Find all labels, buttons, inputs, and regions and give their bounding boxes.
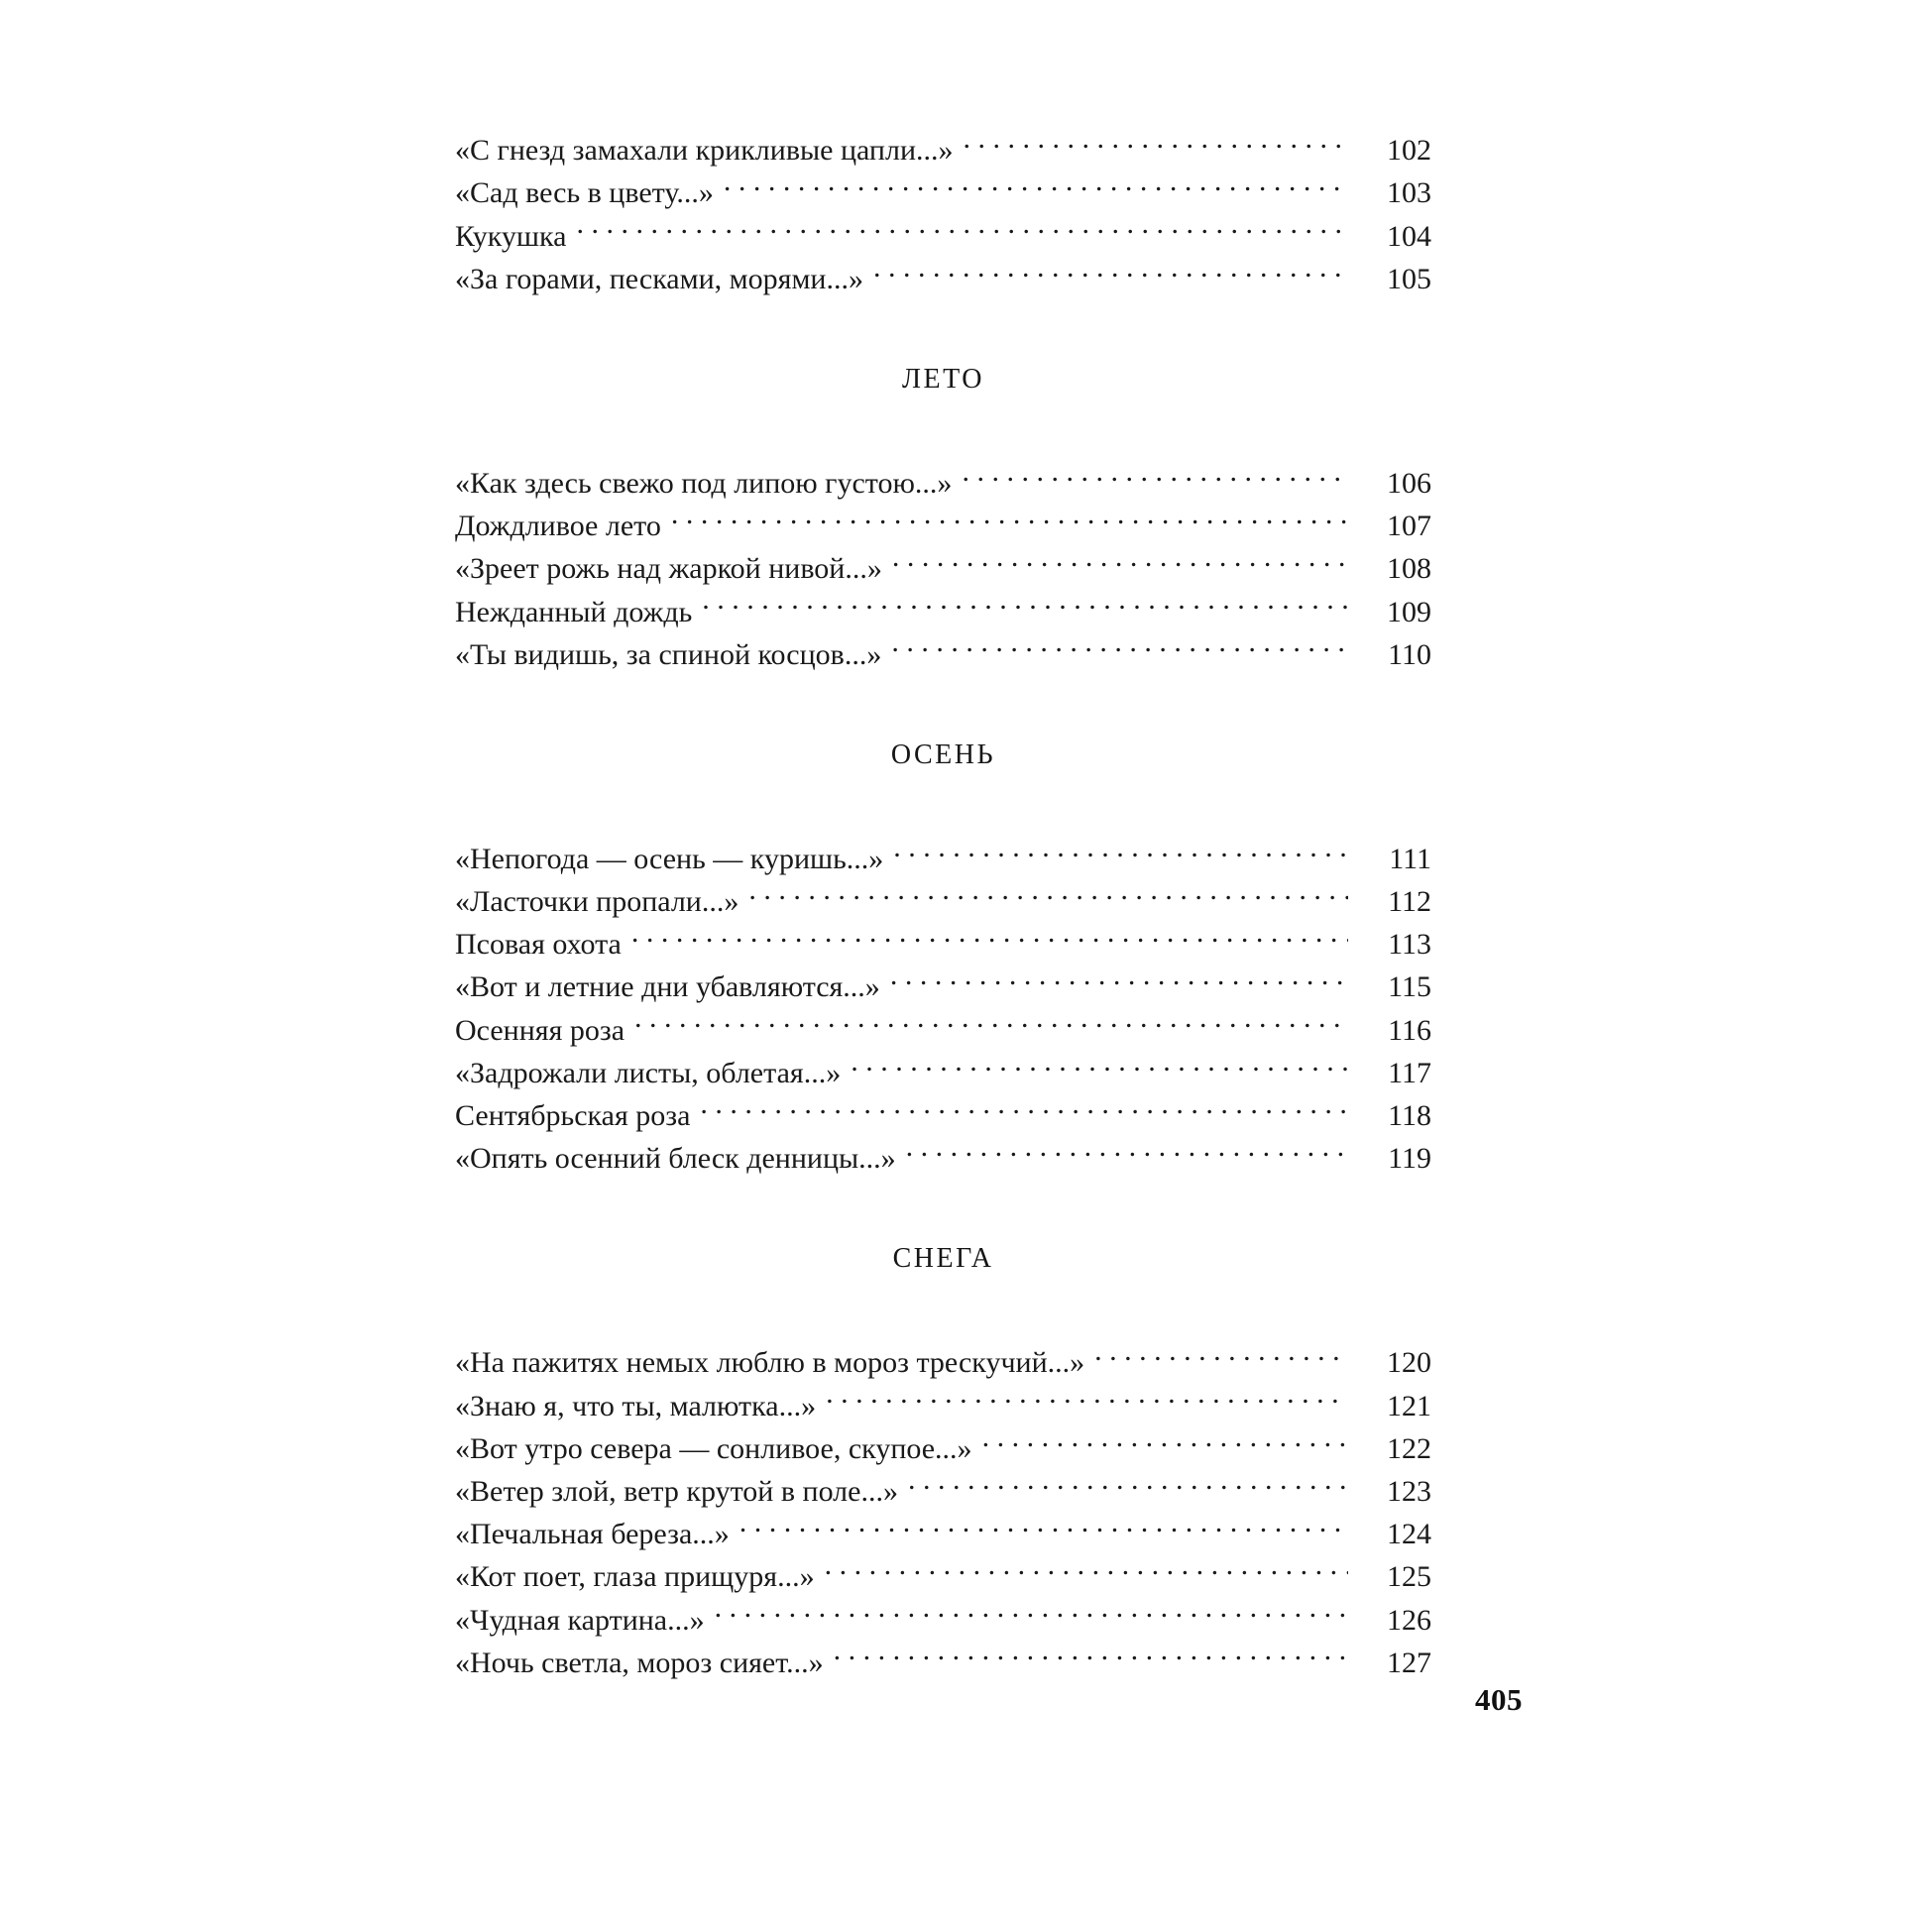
section-heading: ЛЕТО — [901, 363, 985, 395]
toc-entry[interactable] — [455, 826, 1431, 875]
toc-leader-dots — [908, 1458, 1348, 1501]
toc-entry-title: «Знаю я, что ты, малютка...» — [455, 1389, 817, 1422]
toc-entry-title: «Кот поет, глаза прищуря...» — [455, 1560, 815, 1594]
section-spacer — [455, 769, 1431, 826]
toc-entry-title: «С гнезд замахали крикливые цапли...» — [455, 134, 954, 168]
toc-entry-title: Кукушка — [455, 219, 567, 253]
toc-leader-dots — [891, 622, 1348, 664]
toc-entry-page-number: 127 — [1387, 1646, 1431, 1679]
toc-entry-page-number: 102 — [1387, 134, 1431, 168]
toc-entry-title: «Печальная береза...» — [455, 1518, 730, 1551]
toc-leader-dots — [702, 578, 1348, 621]
toc-entry-title: Нежданный дождь — [455, 595, 693, 628]
toc-entry-title: «Зреет рожь над жаркой нивой...» — [455, 552, 882, 586]
toc-entry[interactable] — [455, 450, 1431, 500]
toc-entry-page-number: 115 — [1388, 970, 1431, 1004]
toc-leader-dots — [890, 954, 1348, 996]
toc-entry-title: «На пажитях немых люблю в мороз трескучий...» — [455, 1346, 1085, 1380]
toc-leader-dots — [825, 1543, 1348, 1586]
toc-leader-dots — [1094, 1329, 1348, 1372]
toc-leader-dots — [962, 450, 1348, 493]
toc-leader-dots — [576, 202, 1348, 245]
toc-leader-dots — [906, 1125, 1348, 1168]
toc-entry-page-number: 109 — [1387, 595, 1431, 628]
toc-entry-title: «Ветер злой, ветр крутой в поле...» — [455, 1474, 898, 1508]
toc-entry-page-number: 108 — [1387, 552, 1431, 586]
toc-entry[interactable] — [455, 202, 1431, 253]
toc-leader-dots — [715, 1586, 1348, 1629]
toc-entry-page-number: 111 — [1389, 842, 1431, 875]
toc-entry-title: «Вот и летние дни убавляются...» — [455, 970, 880, 1004]
toc-section — [455, 664, 1431, 1176]
toc-entry-title: «Чудная картина...» — [455, 1603, 705, 1637]
toc-entry-title: «Ночь светла, мороз сияет...» — [455, 1646, 824, 1679]
toc-entry-page-number: 106 — [1387, 466, 1431, 500]
toc-leader-dots — [631, 911, 1348, 954]
toc-entry-page-number: 119 — [1388, 1142, 1431, 1176]
toc-entry-title: Сентябрьская роза — [455, 1099, 691, 1132]
toc-leader-dots — [892, 535, 1348, 578]
toc-entry-title: «За горами, песками, морями...» — [455, 262, 863, 295]
toc-entry-page-number: 110 — [1388, 637, 1431, 671]
section-heading: ОСЕНЬ — [890, 739, 996, 770]
toc-entry-title: «Опять осенний блеск денницы...» — [455, 1142, 896, 1176]
toc-entry-page-number: 118 — [1388, 1099, 1431, 1132]
toc-entry-page-number: 117 — [1388, 1056, 1431, 1089]
toc-entry-title: «Непогода — осень — куришь...» — [455, 842, 884, 875]
toc-entry-page-number: 107 — [1387, 510, 1431, 543]
toc-entry-title: «Задрожали листы, облетая...» — [455, 1056, 842, 1089]
toc-entry-title: Псовая охота — [455, 928, 622, 962]
toc-leader-dots — [826, 1372, 1348, 1415]
toc-leader-dots — [834, 1630, 1348, 1672]
toc-entry-title: «Вот утро севера — сонливое, скупое...» — [455, 1431, 972, 1465]
toc-entry-title: «Как здесь свежо под липою густою...» — [455, 466, 953, 500]
section-spacer — [455, 394, 1431, 450]
toc-leader-dots — [634, 996, 1348, 1039]
toc-leader-dots — [851, 1040, 1348, 1082]
toc-section — [455, 117, 1431, 295]
toc-entry-title: Осенняя роза — [455, 1013, 625, 1047]
toc-entry-page-number: 105 — [1387, 262, 1431, 295]
section-heading: СНЕГА — [892, 1243, 994, 1275]
toc-leader-dots — [739, 1501, 1348, 1543]
toc-entry[interactable] — [455, 1329, 1431, 1380]
toc-entry-title: «Сад весь в цвету...» — [455, 176, 714, 210]
toc-entry-page-number: 126 — [1387, 1603, 1431, 1637]
toc-entry-page-number: 123 — [1387, 1474, 1431, 1508]
toc-section — [455, 288, 1431, 671]
toc-leader-dots — [671, 493, 1348, 535]
toc-entry-page-number: 116 — [1388, 1013, 1431, 1047]
toc-entry-page-number: 121 — [1387, 1389, 1431, 1422]
toc-leader-dots — [700, 1082, 1348, 1125]
toc-leader-dots — [893, 826, 1348, 868]
toc-entry-page-number: 104 — [1387, 219, 1431, 253]
toc-leader-dots — [964, 117, 1348, 160]
toc-entry-page-number: 124 — [1387, 1518, 1431, 1551]
toc-leader-dots — [982, 1416, 1348, 1458]
toc-leader-dots — [748, 868, 1348, 911]
toc-entry-page-number: 113 — [1388, 928, 1431, 962]
toc-entry-title: «Ласточки пропали...» — [455, 885, 739, 919]
toc-leader-dots — [873, 246, 1348, 288]
toc-entry-title: «Ты видишь, за спиной косцов...» — [455, 637, 882, 671]
toc-entry-page-number: 103 — [1387, 176, 1431, 210]
toc-entry-page-number: 112 — [1388, 885, 1431, 919]
toc-entry[interactable] — [455, 246, 1431, 295]
page-folio-number: 405 — [1475, 1682, 1523, 1717]
toc-leader-dots — [724, 160, 1348, 202]
toc-entry-page-number: 120 — [1387, 1346, 1431, 1380]
toc-section — [455, 1168, 1431, 1679]
toc-entry-page-number: 125 — [1387, 1560, 1431, 1594]
table-of-contents — [455, 117, 1431, 1679]
section-spacer — [455, 1273, 1431, 1329]
toc-entry-title: Дождливое лето — [455, 510, 661, 543]
toc-entry-page-number: 122 — [1387, 1431, 1431, 1465]
toc-entry[interactable] — [455, 117, 1431, 168]
